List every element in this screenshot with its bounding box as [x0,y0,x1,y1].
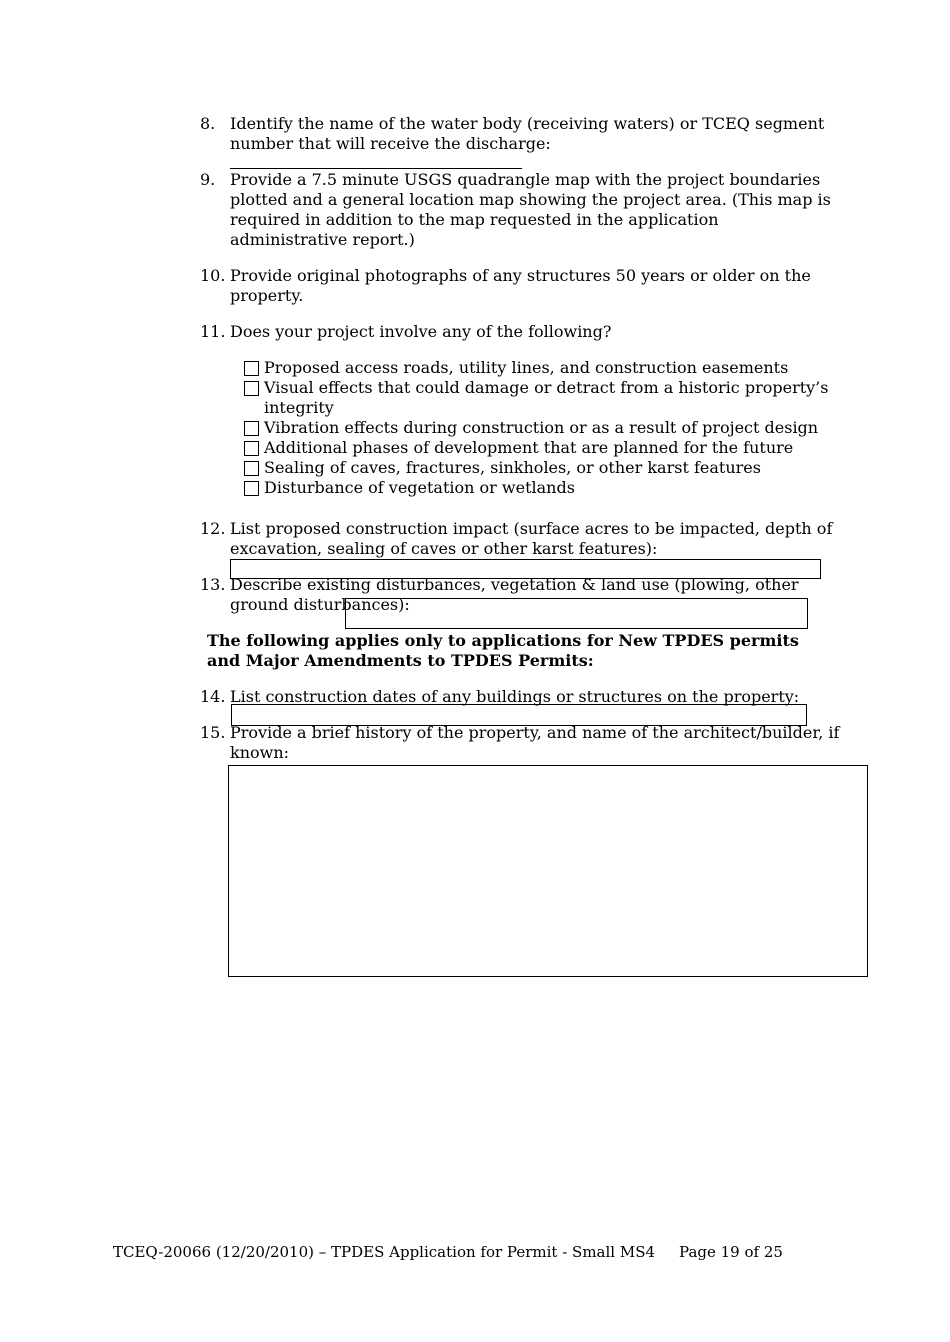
question-text: Provide original photographs of any structures 50 years or older on the property. [230,266,811,305]
checklist-item [244,458,844,478]
question-15 [200,723,840,763]
question-text: Describe existing disturbances, vegetation & land use (plowing, other ground disturbances): [230,575,799,614]
footer-page-number: Page 19 of 25 [679,1243,783,1261]
checkbox-disturbance-vegetation[interactable] [244,481,259,496]
question-number: 8. [200,114,216,133]
checklist-label: Visual effects that could damage or detract from a historic property’s integrity [264,378,829,417]
question-8 [200,114,840,174]
footer-form-id: TCEQ-20066 (12/20/2010) – TPDES Application for Permit - Small MS4 [113,1243,656,1261]
question-text: Does your project involve any of the following? [230,322,612,341]
question-11 [200,322,840,342]
question-text: List construction dates of any buildings or structures on the property: [230,687,800,706]
question-number: 10. [200,266,226,285]
question-number: 13. [200,575,226,594]
question-9 [200,170,840,250]
checklist-item [244,478,844,498]
checkbox-additional-phases[interactable] [244,441,259,456]
checklist-item [244,438,844,458]
question-12 [200,519,840,559]
question-text-wrapper [230,114,840,174]
receiving-water-blank[interactable] [230,154,522,169]
page-footer [113,1242,813,1262]
checkbox-access-roads[interactable] [244,361,259,376]
existing-disturbances-field[interactable] [345,598,808,629]
question-10 [200,266,840,306]
question-number: 14. [200,687,226,706]
question-text: Identify the name of the water body (receiving waters) or TCEQ segment number that will receive the discharge: [230,114,825,153]
checklist-label: Sealing of caves, fractures, sinkholes, or other karst features [264,458,761,477]
question-text: Provide a brief history of the property, and name of the architect/builder, if known: [230,723,840,762]
checkbox-vibration-effects[interactable] [244,421,259,436]
question-text: Provide a 7.5 minute USGS quadrangle map with the project boundaries plotted and a general location map showing the project area. (This map is required in addition to the map requested in the application administrative report.) [230,170,831,249]
project-involvement-checklist [244,358,844,498]
section-heading: The following applies only to applications for New TPDES permits and Major Amendments to TPDES Permits: [207,631,799,670]
checklist-item [244,378,844,418]
checklist-label: Proposed access roads, utility lines, and construction easements [264,358,789,377]
checklist-label: Vibration effects during construction or as a result of project design [264,418,819,437]
property-history-textarea[interactable] [228,765,868,977]
checklist-label: Disturbance of vegetation or wetlands [264,478,575,497]
checklist-label: Additional phases of development that are planned for the future [264,438,794,457]
question-number: 9. [200,170,216,189]
checklist-item [244,418,844,438]
question-number: 12. [200,519,226,538]
checkbox-sealing-caves[interactable] [244,461,259,476]
question-number: 15. [200,723,226,742]
question-number: 11. [200,322,226,341]
question-text: List proposed construction impact (surface acres to be impacted, depth of excavation, sealing of caves or other karst features): [230,519,833,558]
checklist-item [244,358,844,378]
checkbox-visual-effects[interactable] [244,381,259,396]
